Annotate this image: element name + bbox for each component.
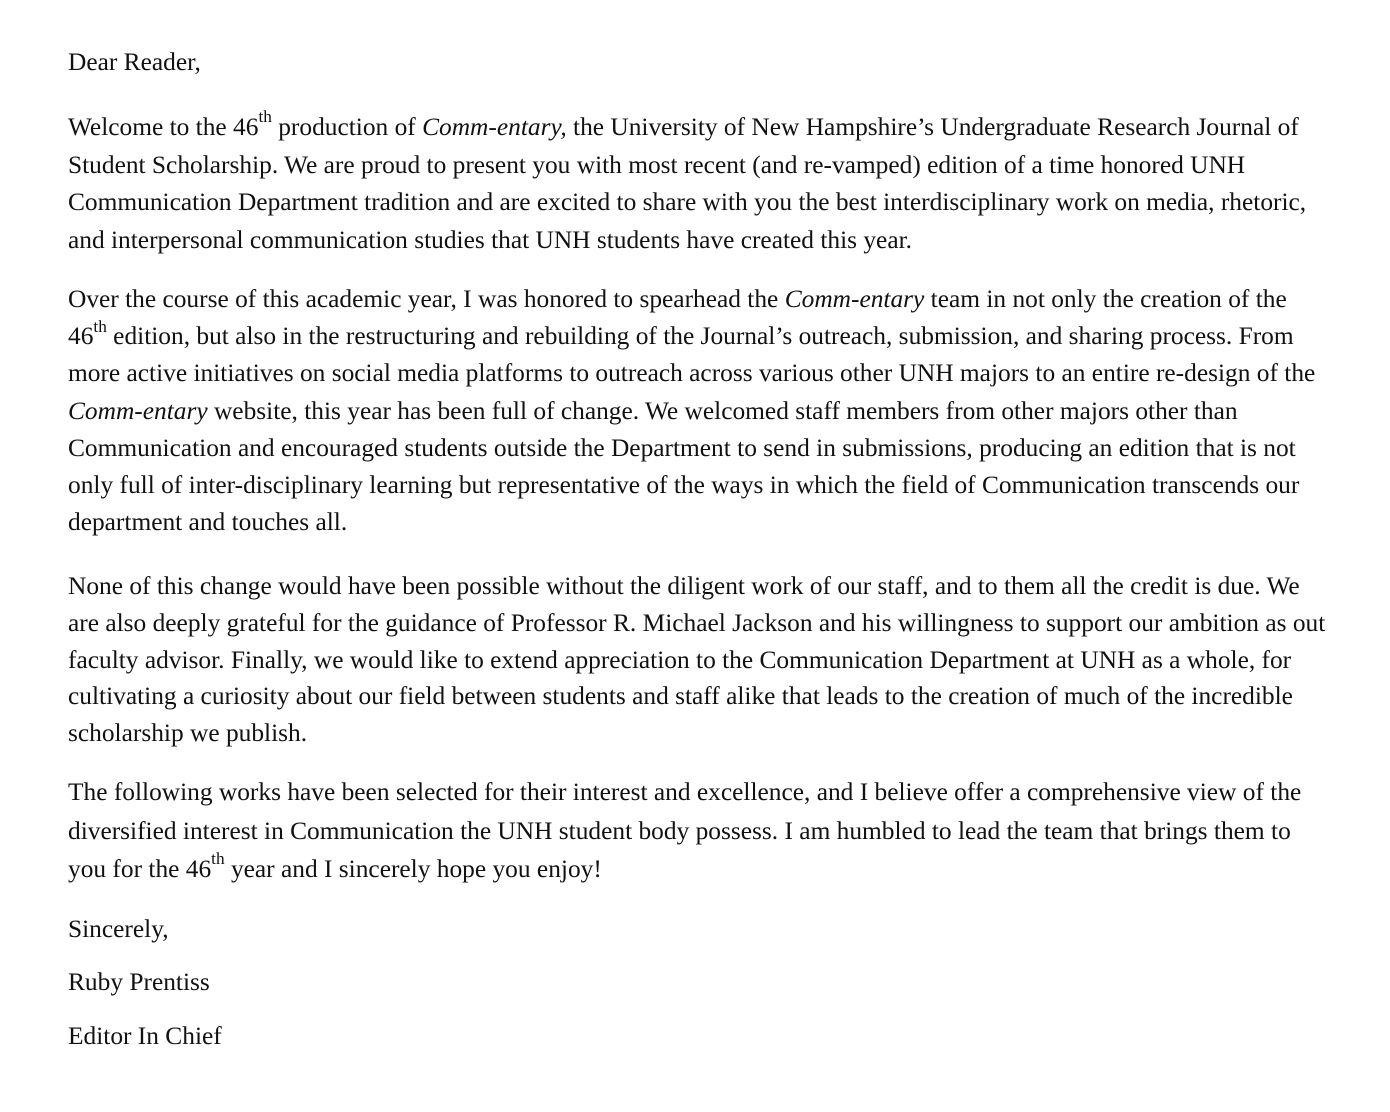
journal-name: Comm-entary	[68, 396, 208, 425]
journal-name: Comm-entary,	[422, 113, 567, 141]
paragraph-selected-works	[68, 773, 1328, 889]
paragraph-year-overview	[68, 281, 1328, 541]
journal-name: Comm-entary	[784, 285, 925, 313]
salutation: Dear Reader,	[68, 48, 201, 76]
paragraph-welcome	[68, 109, 1328, 259]
p1-text-a: Welcome to the 46	[68, 113, 259, 141]
p2-text-c: edition, but also in the restructuring and rebuilding of the Journal’s outreach, submission, and sharing process. From more active initiatives on social media platforms to outreach across various other UNH majors to an entire re-design of the	[68, 322, 1316, 388]
closing: Sincerely,	[68, 915, 169, 943]
p2-text-d: website, this year has been full of change. We welcomed staff members from other majors other than Communication and encouraged students outside the Department to send in submissions, producing an edition that is not only full of inter-disciplinary learning but representative of the ways in which the field of Communication transcends our department and touches all.	[68, 396, 1300, 537]
p2-ordinal-suffix: th	[93, 316, 107, 336]
p4-ordinal-suffix: th	[211, 849, 225, 869]
p2-text-a: Over the course of this academic year, I was honored to spearhead the	[68, 285, 785, 313]
paragraph-acknowledgements: None of this change would have been possible without the diligent work of our staff, and to them all the credit is due. We are also deeply grateful for the guidance of Professor R. Michael Jackson and his willingness to support our ambition as out faculty advisor. Finally, we would like to extend appreciation to the Communication Department at UNH as a whole, for cultivating a curiosity about our field between students and staff alike that leads to the creation of much of the incredible scholarship we publish.	[68, 572, 1326, 748]
p4-text-a: The following works have been selected for their interest and excellence, and I believe offer a comprehensive view of the diversified interest in Communication the UNH student body possess. I am humbled to lead the team that brings them to you for the 46	[68, 778, 1302, 883]
signature-title: Editor In Chief	[68, 1022, 222, 1050]
signature-name: Ruby Prentiss	[68, 968, 210, 996]
p1-text-b: production of	[271, 113, 423, 141]
p4-text-b: year and I sincerely hope you enjoy!	[224, 855, 602, 883]
p2-text-b: team in not only the creation of the 46	[68, 285, 1287, 351]
p1-text-c: the University of New Hampshire’s Undergraduate Research Journal of Student Scholarship. We are proud to present you with most recent (and re-vamped) edition of a time honored UNH Communication Department tradition and are excited to share with you the best interdisciplinary work on media, rhetoric, and interpersonal communication studies that UNH students have created this year.	[68, 113, 1307, 254]
p1-ordinal-suffix: th	[258, 107, 272, 127]
